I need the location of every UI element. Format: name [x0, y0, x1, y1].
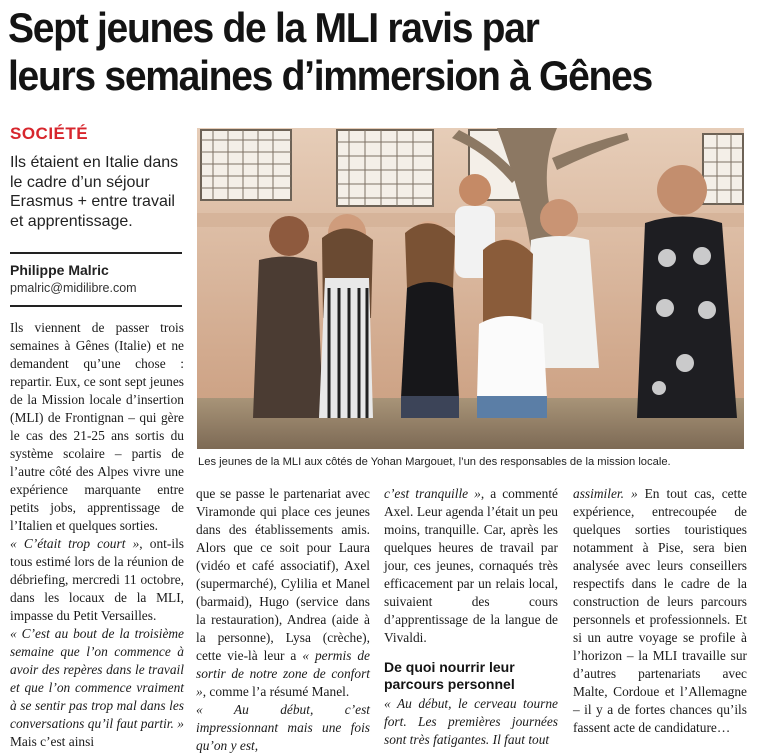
quote: « C’était trop court »	[10, 536, 140, 551]
article-column-4	[573, 485, 747, 737]
article-lead: Ils étaient en Italie dans le cadre d’un séjour Erasmus + entre travail et apprentissage.	[10, 154, 179, 230]
article-column-3	[384, 485, 558, 749]
quote: assimiler. »	[573, 486, 638, 501]
headline-line-1: Sept jeunes de la MLI ravis par	[8, 4, 539, 51]
paragraph	[10, 625, 184, 751]
paragraph-text: En tout cas, cette expérience, entrecoupée de quelques sorties touristiques notamment à Pise, sera bien analysée avec leurs conseillers respectifs dans le cadre de la construction de leurs parcours personnels et professionnels. Et si un autre voyage se profile à l’horizon – la MLI travaille sur d’autres partenariats avec Malte, Cordoue et l’Allemagne – il y a de fortes chances qu’ils fassent acte de candidature…	[573, 486, 747, 735]
paragraph	[384, 695, 558, 749]
headline	[8, 4, 706, 100]
paragraph: Ils viennent de passer trois semaines à Gênes (Italie) et ne demandent qu’une chose : repartir. Eux, ce sont sept jeunes de la Mission locale d’insertion (MLI) de Frontignan – qui gère le cas des 21-25 ans sortis du système scolaire – partis de l’autre côté des Alpes vivre une expérience marquante entre petits jobs, apprentissage de l’Italien et quelques sorties.	[10, 320, 184, 533]
photo-caption: Les jeunes de la MLI aux côtés de Yohan Margouet, l’un des responsables de la mission locale.	[198, 456, 671, 468]
paragraph	[573, 485, 747, 737]
paragraph	[384, 485, 558, 647]
article-column-1	[10, 319, 184, 751]
divider	[10, 252, 182, 254]
group-photo-illustration	[197, 128, 744, 449]
quote: « Au début, le cerveau tourne fort. Les premières journées sont très fatigantes. Il faut tout	[384, 696, 558, 747]
paragraph-text: , comme l’a résumé Manel.	[202, 684, 350, 699]
divider	[10, 305, 182, 307]
author-name: Philippe Malric	[10, 262, 109, 278]
paragraph-text: que se passe le partenariat avec Viramonde qui place ces jeunes dans des établissements amis. Alors que ce soit pour Laura (vidéo et café associatif), Axel (supermarché), Cylilia et Manel (barmaid), Hugo (service dans la restauration), Andrea (aide à la personne), Lysa (crèche), cette vie-là leur a	[196, 486, 370, 663]
article-photo	[197, 128, 744, 449]
paragraph-text: Mais c’est ainsi	[10, 734, 95, 749]
paragraph-text: , ont-ils tous estimé lors de la réunion de débriefing, mercredi 11 octobre, dans les locaux de la MLI, impasse du Petit Versailles.	[10, 536, 185, 623]
quote: « C’est au bout de la troisième semaine que l’on commence à avoir des repères dans le travail et que l’on commence vraiment à se sentir pas trop mal dans les conversations qu’il faut partir. »	[10, 626, 184, 731]
quote: « permis de sortir de notre zone de confort »	[196, 648, 370, 699]
section-rubric: SOCIÉTÉ	[10, 124, 89, 143]
paragraph-text: , a commenté Axel. Leur agenda l’était un peu moins, tranquille. Car, après les quelques heures de travail par jour, ces jeunes, cornaqués très efficacement par un relais local, suivaient des cours d’apprentissage de la langue de Vivaldi.	[384, 486, 558, 645]
subheading: De quoi nourrir leur parcours personnel	[384, 659, 515, 692]
article-column-2	[196, 485, 370, 755]
quote: « Au début, c’est impressionnant mais une fois qu’on y est,	[196, 702, 370, 753]
paragraph	[196, 485, 370, 701]
paragraph	[10, 535, 184, 625]
author-email[interactable]: pmalric@midilibre.com	[10, 281, 137, 295]
paragraph	[196, 701, 370, 755]
headline-line-2: leurs semaines d’immersion à Gênes	[8, 52, 652, 99]
quote: c’est tranquille »	[384, 486, 481, 501]
